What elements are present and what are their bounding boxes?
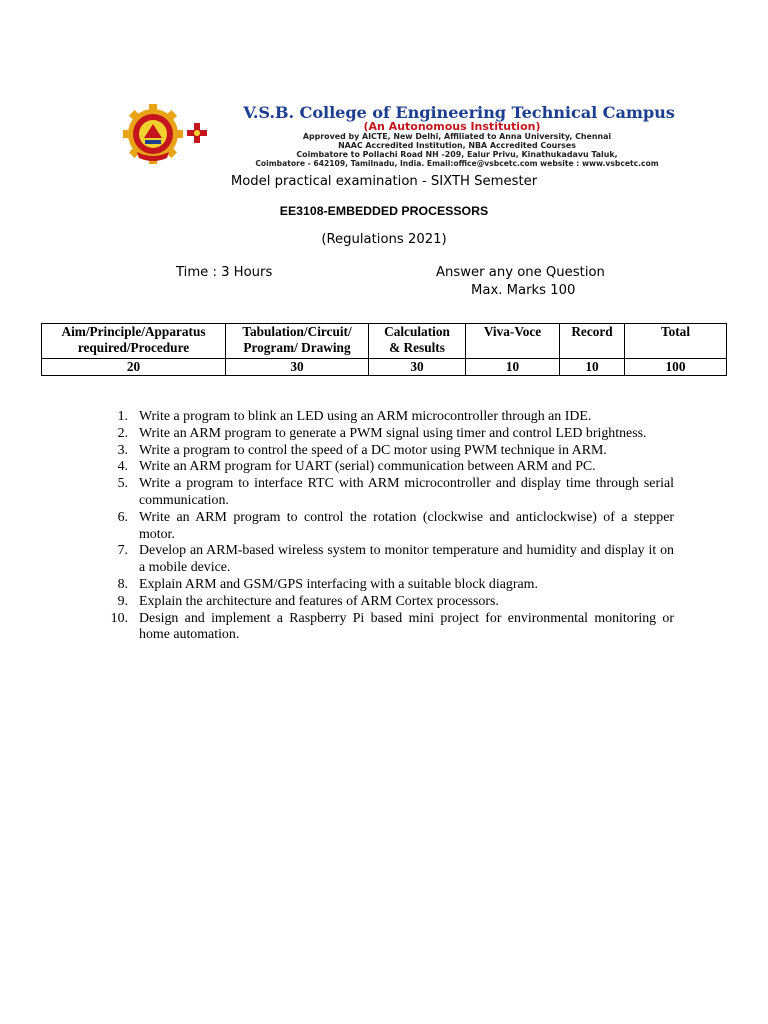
question-text: Explain the architecture and features of ARM Cortex processors. xyxy=(139,593,499,609)
marks-header-viva: Viva-Voce xyxy=(466,324,560,359)
max-marks: Max. Marks 100 xyxy=(471,283,576,298)
marks-table xyxy=(41,323,727,376)
question-number: 1. xyxy=(117,409,128,424)
college-status: (An Autonomous Institution) xyxy=(363,120,541,133)
college-address-line: Coimbatore to Pollachi Road NH -209, Ealur Privu, Kinathukadavu Taluk, xyxy=(296,150,618,159)
list-item xyxy=(103,594,674,611)
question-text: Design and implement a Raspberry Pi based mini project for environmental monitoring or home automation. xyxy=(139,610,674,643)
question-text: Write a program to control the speed of a DC motor using PWM technique in ARM. xyxy=(139,442,607,458)
question-number: 6. xyxy=(117,509,128,525)
marks-header-calculation: Calculation & Results xyxy=(369,324,466,359)
marks-table-row xyxy=(42,359,727,376)
regulations: (Regulations 2021) xyxy=(321,232,447,247)
college-accreditation-line: NAAC Accredited Institution, NBA Accredited Courses xyxy=(338,141,576,150)
question-number: 10. xyxy=(110,610,128,626)
course-title: EE3108-EMBEDDED PROCESSORS xyxy=(279,204,489,218)
marks-header-record: Record xyxy=(560,324,625,359)
question-text: Write an ARM program to control the rotation (clockwise and anticlockwise) of a stepper motor. xyxy=(139,509,674,542)
question-text: Write a program to blink an LED using an ARM microcontroller through an IDE. xyxy=(139,409,592,424)
exam-title: Model practical examination - SIXTH Semester xyxy=(230,174,538,189)
marks-table-header-row xyxy=(42,324,727,359)
question-list xyxy=(103,409,674,644)
question-text: Explain ARM and GSM/GPS interfacing with a suitable block diagram. xyxy=(139,576,538,592)
list-item xyxy=(103,611,674,645)
question-number: 7. xyxy=(117,543,128,559)
list-item xyxy=(103,459,674,476)
question-number: 5. xyxy=(117,476,128,492)
question-number: 4. xyxy=(117,459,128,475)
question-number: 2. xyxy=(117,425,128,441)
marks-value-total: 100 xyxy=(625,359,727,376)
question-text: Write an ARM program for UART (serial) communication between ARM and PC. xyxy=(139,459,596,475)
marks-header-aim: Aim/Principle/Apparatus required/Procedure xyxy=(42,324,226,359)
exam-duration: Time : 3 Hours xyxy=(176,265,273,280)
marks-value-tabulation: 30 xyxy=(226,359,369,376)
college-logo-icon xyxy=(123,103,217,165)
exam-instruction: Answer any one Question xyxy=(436,265,605,280)
list-item xyxy=(103,476,674,510)
marks-header-total: Total xyxy=(625,324,727,359)
college-header-banner xyxy=(121,97,703,170)
marks-value-calculation: 30 xyxy=(369,359,466,376)
marks-value-record: 10 xyxy=(560,359,625,376)
list-item xyxy=(103,577,674,594)
college-contact-line: Coimbatore - 642109, Tamilnadu, India. Email:office@vsbcetc.com website : www.vsbcetc.com xyxy=(255,159,659,168)
question-text: Write an ARM program to generate a PWM signal using timer and control LED brightness. xyxy=(139,425,647,441)
college-approval-line: Approved by AICTE, New Delhi, Affiliated to Anna University, Chennai xyxy=(302,132,612,141)
question-text: Develop an ARM-based wireless system to monitor temperature and humidity and display it on a mobile device. xyxy=(139,543,674,576)
list-item xyxy=(103,426,674,443)
list-item xyxy=(103,443,674,460)
question-text: Write a program to interface RTC with ARM microcontroller and display time through serial communication. xyxy=(139,476,674,508)
list-item xyxy=(103,543,674,577)
question-number: 8. xyxy=(117,576,128,592)
marks-value-viva: 10 xyxy=(466,359,560,376)
marks-value-aim: 20 xyxy=(42,359,226,376)
list-item xyxy=(103,510,674,544)
college-name: V.S.B. College of Engineering Technical Campus xyxy=(243,103,675,122)
list-item xyxy=(103,409,674,426)
marks-header-tabulation: Tabulation/Circuit/ Program/ Drawing xyxy=(226,324,369,359)
question-number: 3. xyxy=(117,442,128,458)
question-number: 9. xyxy=(117,593,128,609)
